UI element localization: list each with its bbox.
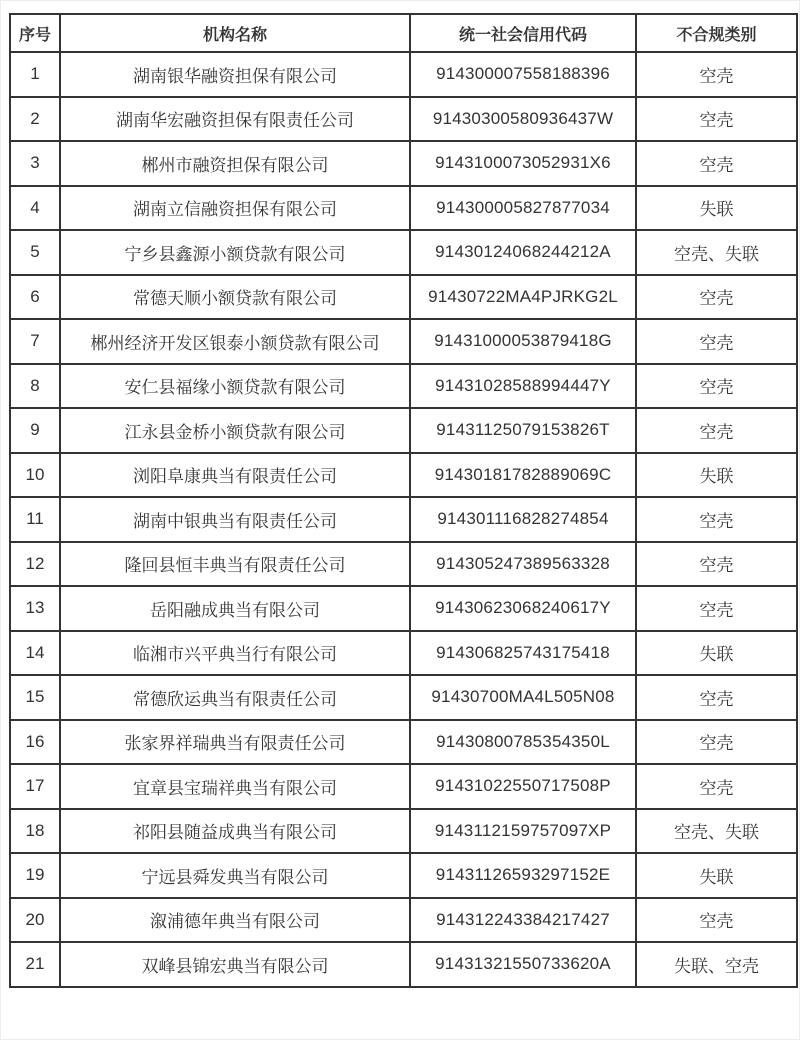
institution-name-cell: 张家界祥瑞典当有限责任公司: [60, 720, 410, 765]
column-header-institution-name: 机构名称: [60, 14, 410, 52]
noncompliance-category-cell: 失联、空壳: [636, 942, 797, 987]
noncompliance-category-cell: 空壳: [636, 408, 797, 453]
table-row: [10, 408, 797, 453]
noncompliance-category-cell: 空壳: [636, 52, 797, 97]
institution-name-cell: 安仁县福缘小额贷款有限公司: [60, 364, 410, 409]
serial-number-cell: 13: [10, 586, 60, 631]
column-header-credit-code: 统一社会信用代码: [410, 14, 636, 52]
institution-name-cell: 隆回县恒丰典当有限责任公司: [60, 542, 410, 587]
institution-name-cell: 宁远县舜发典当有限公司: [60, 853, 410, 898]
credit-code-cell: 91430722MA4PJRKG2L: [410, 275, 636, 320]
credit-code-cell: 9143100073052931X6: [410, 141, 636, 186]
table-row: [10, 275, 797, 320]
table-row: [10, 97, 797, 142]
serial-number-cell: 4: [10, 186, 60, 231]
noncompliance-category-cell: 空壳: [636, 542, 797, 587]
institution-name-cell: 郴州市融资担保有限公司: [60, 141, 410, 186]
institution-name-cell: 浏阳阜康典当有限责任公司: [60, 453, 410, 498]
institution-name-cell: 湖南华宏融资担保有限责任公司: [60, 97, 410, 142]
noncompliance-category-cell: 空壳: [636, 275, 797, 320]
table-row: [10, 853, 797, 898]
table-body: [10, 52, 797, 987]
institution-name-cell: 郴州经济开发区银泰小额贷款有限公司: [60, 319, 410, 364]
noncompliance-category-cell: 失联: [636, 631, 797, 676]
column-header-noncompliance-category: 不合规类别: [636, 14, 797, 52]
credit-code-cell: 91431126593297152E: [410, 853, 636, 898]
table-header: [10, 14, 797, 52]
credit-code-cell: 914300007558188396: [410, 52, 636, 97]
serial-number-cell: 19: [10, 853, 60, 898]
noncompliance-category-cell: 失联: [636, 853, 797, 898]
table-row: [10, 364, 797, 409]
header-row: [10, 14, 797, 52]
table-row: [10, 764, 797, 809]
credit-code-cell: 914305247389563328: [410, 542, 636, 587]
table-row: [10, 675, 797, 720]
serial-number-cell: 21: [10, 942, 60, 987]
credit-code-cell: 91430124068244212A: [410, 230, 636, 275]
credit-code-cell: 91430300580936437W: [410, 97, 636, 142]
noncompliance-category-cell: 空壳: [636, 586, 797, 631]
serial-number-cell: 18: [10, 809, 60, 854]
serial-number-cell: 20: [10, 898, 60, 943]
noncompliance-category-cell: 空壳: [636, 675, 797, 720]
table-row: [10, 453, 797, 498]
noncompliance-category-cell: 空壳、失联: [636, 809, 797, 854]
serial-number-cell: 11: [10, 497, 60, 542]
institution-name-cell: 湖南银华融资担保有限公司: [60, 52, 410, 97]
serial-number-cell: 7: [10, 319, 60, 364]
credit-code-cell: 914301116828274854: [410, 497, 636, 542]
institution-name-cell: 常德欣运典当有限责任公司: [60, 675, 410, 720]
noncompliance-category-cell: 空壳: [636, 497, 797, 542]
table-row: [10, 186, 797, 231]
table-row: [10, 809, 797, 854]
table-row: [10, 898, 797, 943]
table-row: [10, 141, 797, 186]
noncompliance-category-cell: 空壳: [636, 764, 797, 809]
noncompliance-category-cell: 失联: [636, 453, 797, 498]
serial-number-cell: 14: [10, 631, 60, 676]
credit-code-cell: 914300005827877034: [410, 186, 636, 231]
serial-number-cell: 2: [10, 97, 60, 142]
table-row: [10, 542, 797, 587]
noncompliance-category-cell: 失联: [636, 186, 797, 231]
credit-code-cell: 91430800785354350L: [410, 720, 636, 765]
serial-number-cell: 8: [10, 364, 60, 409]
noncompliance-category-cell: 空壳: [636, 141, 797, 186]
serial-number-cell: 3: [10, 141, 60, 186]
serial-number-cell: 5: [10, 230, 60, 275]
institution-name-cell: 宜章县宝瑞祥典当有限公司: [60, 764, 410, 809]
table-row: [10, 230, 797, 275]
credit-code-cell: 91431000053879418G: [410, 319, 636, 364]
serial-number-cell: 10: [10, 453, 60, 498]
table-row: [10, 720, 797, 765]
table-row: [10, 319, 797, 364]
serial-number-cell: 15: [10, 675, 60, 720]
institution-name-cell: 溆浦德年典当有限公司: [60, 898, 410, 943]
institution-name-cell: 宁乡县鑫源小额贷款有限公司: [60, 230, 410, 275]
institution-name-cell: 岳阳融成典当有限公司: [60, 586, 410, 631]
table-row: [10, 497, 797, 542]
credit-code-cell: 9143112159757097XP: [410, 809, 636, 854]
credit-code-cell: 91431022550717508P: [410, 764, 636, 809]
serial-number-cell: 9: [10, 408, 60, 453]
credit-code-cell: 91430700MA4L505N08: [410, 675, 636, 720]
noncompliance-category-cell: 空壳: [636, 364, 797, 409]
credit-code-cell: 91431028588994447Y: [410, 364, 636, 409]
institution-name-cell: 常德天顺小额贷款有限公司: [60, 275, 410, 320]
institution-name-cell: 湖南中银典当有限责任公司: [60, 497, 410, 542]
institution-name-cell: 江永县金桥小额贷款有限公司: [60, 408, 410, 453]
institution-name-cell: 双峰县锦宏典当有限公司: [60, 942, 410, 987]
institution-name-cell: 临湘市兴平典当行有限公司: [60, 631, 410, 676]
serial-number-cell: 16: [10, 720, 60, 765]
serial-number-cell: 1: [10, 52, 60, 97]
credit-code-cell: 91430623068240617Y: [410, 586, 636, 631]
table-row: [10, 631, 797, 676]
institution-name-cell: 湖南立信融资担保有限公司: [60, 186, 410, 231]
table-row: [10, 942, 797, 987]
table-row: [10, 52, 797, 97]
institution-name-cell: 祁阳县随益成典当有限公司: [60, 809, 410, 854]
noncompliance-category-cell: 空壳: [636, 97, 797, 142]
credit-code-cell: 91431125079153826T: [410, 408, 636, 453]
credit-code-cell: 91431321550733620A: [410, 942, 636, 987]
noncompliance-category-cell: 空壳、失联: [636, 230, 797, 275]
noncompliance-category-cell: 空壳: [636, 720, 797, 765]
serial-number-cell: 6: [10, 275, 60, 320]
noncompliance-category-cell: 空壳: [636, 898, 797, 943]
serial-number-cell: 12: [10, 542, 60, 587]
noncompliance-category-cell: 空壳: [636, 319, 797, 364]
column-header-serial-number: 序号: [10, 14, 60, 52]
non-compliance-institutions-table: [9, 13, 798, 988]
credit-code-cell: 914312243384217427: [410, 898, 636, 943]
serial-number-cell: 17: [10, 764, 60, 809]
credit-code-cell: 914306825743175418: [410, 631, 636, 676]
credit-code-cell: 91430181782889069C: [410, 453, 636, 498]
table-row: [10, 586, 797, 631]
